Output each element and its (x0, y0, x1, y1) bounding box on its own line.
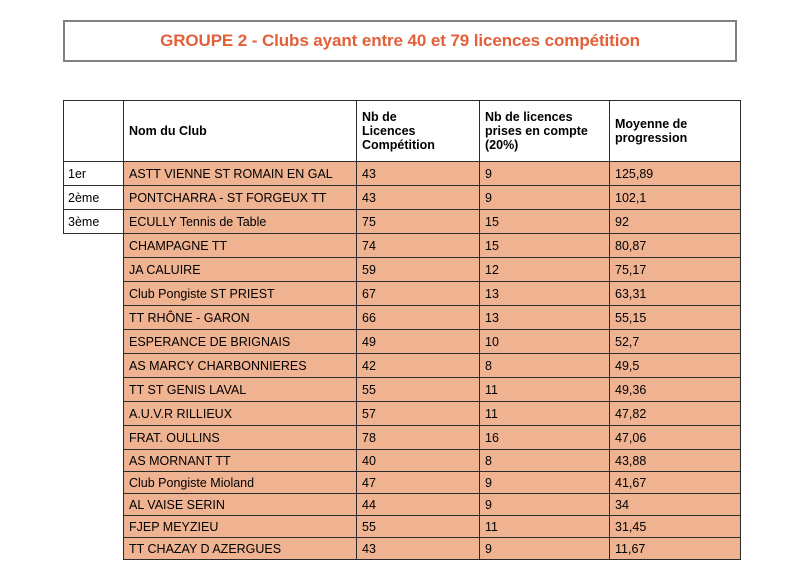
moyenne-progression-cell: 47,06 (610, 426, 741, 450)
licences-prises-en-compte-cell: 9 (480, 494, 610, 516)
rank-cell-empty (64, 450, 124, 472)
licences-prises-en-compte-cell: 11 (480, 378, 610, 402)
licences-competition-cell: 66 (357, 306, 480, 330)
table-row (64, 516, 741, 538)
licences-competition-cell: 78 (357, 426, 480, 450)
licences-prises-en-compte-cell: 8 (480, 354, 610, 378)
page-title: GROUPE 2 - Clubs ayant entre 40 et 79 licences compétition (160, 31, 640, 50)
rank-cell-empty (64, 426, 124, 450)
table-row (64, 402, 741, 426)
licences-prises-en-compte-cell: 9 (480, 186, 610, 210)
rank-cell-empty (64, 306, 124, 330)
club-name-cell: CHAMPAGNE TT (124, 234, 357, 258)
column-header-moyenne-line2: progression (615, 131, 688, 145)
licences-prises-en-compte-cell: 13 (480, 306, 610, 330)
licences-competition-cell: 75 (357, 210, 480, 234)
club-name-cell: FRAT. OULLINS (124, 426, 357, 450)
club-name-cell: TT CHAZAY D AZERGUES (124, 538, 357, 560)
rank-cell-empty (64, 282, 124, 306)
moyenne-progression-cell: 49,5 (610, 354, 741, 378)
column-header-licences-line3: Compétition (362, 138, 435, 152)
licences-competition-cell: 55 (357, 378, 480, 402)
table-row (64, 258, 741, 282)
licences-competition-cell: 47 (357, 472, 480, 494)
moyenne-progression-cell: 11,67 (610, 538, 741, 560)
table-row (64, 378, 741, 402)
licences-competition-cell: 43 (357, 538, 480, 560)
rank-cell-empty (64, 472, 124, 494)
column-header-moyenne-line1: Moyenne de (615, 117, 688, 131)
licences-prises-en-compte-cell: 11 (480, 516, 610, 538)
licences-competition-cell: 74 (357, 234, 480, 258)
rank-cell-empty (64, 234, 124, 258)
moyenne-progression-cell: 31,45 (610, 516, 741, 538)
licences-competition-cell: 44 (357, 494, 480, 516)
rank-cell-empty (64, 494, 124, 516)
licences-competition-cell: 43 (357, 186, 480, 210)
licences-prises-en-compte-cell: 12 (480, 258, 610, 282)
table-row (64, 450, 741, 472)
licences-competition-cell: 49 (357, 330, 480, 354)
column-header-rank (64, 101, 124, 162)
licences-prises-en-compte-cell: 11 (480, 402, 610, 426)
rank-cell: 3ème (64, 210, 124, 234)
licences-competition-cell: 42 (357, 354, 480, 378)
club-name-cell: A.U.V.R RILLIEUX (124, 402, 357, 426)
column-header-prises-en-compte (480, 101, 610, 162)
club-name-cell: ECULLY Tennis de Table (124, 210, 357, 234)
rank-cell-empty (64, 378, 124, 402)
club-name-cell: TT RHÔNE - GARON (124, 306, 357, 330)
table-row (64, 234, 741, 258)
rank-cell-empty (64, 258, 124, 282)
table-row (64, 330, 741, 354)
club-name-cell: JA CALUIRE (124, 258, 357, 282)
rank-cell-empty (64, 354, 124, 378)
club-name-cell: FJEP MEYZIEU (124, 516, 357, 538)
club-name-cell: PONTCHARRA - ST FORGEUX TT (124, 186, 357, 210)
table-row (64, 354, 741, 378)
licences-competition-cell: 67 (357, 282, 480, 306)
table-row (64, 186, 741, 210)
licences-prises-en-compte-cell: 9 (480, 472, 610, 494)
club-name-cell: AS MARCY CHARBONNIERES (124, 354, 357, 378)
licences-prises-en-compte-cell: 15 (480, 234, 610, 258)
club-name-cell: AS MORNANT TT (124, 450, 357, 472)
licences-competition-cell: 40 (357, 450, 480, 472)
column-header-club: Nom du Club (124, 101, 357, 162)
moyenne-progression-cell: 34 (610, 494, 741, 516)
moyenne-progression-cell: 41,67 (610, 472, 741, 494)
title-banner (63, 20, 737, 62)
moyenne-progression-cell: 102,1 (610, 186, 741, 210)
rank-cell-empty (64, 538, 124, 560)
table-row (64, 306, 741, 330)
rank-cell: 2ème (64, 186, 124, 210)
licences-prises-en-compte-cell: 8 (480, 450, 610, 472)
club-name-cell: Club Pongiste ST PRIEST (124, 282, 357, 306)
moyenne-progression-cell: 92 (610, 210, 741, 234)
rank-cell: 1er (64, 162, 124, 186)
moyenne-progression-cell: 75,17 (610, 258, 741, 282)
licences-competition-cell: 55 (357, 516, 480, 538)
licences-prises-en-compte-cell: 10 (480, 330, 610, 354)
club-name-cell: ESPERANCE DE BRIGNAIS (124, 330, 357, 354)
licences-prises-en-compte-cell: 9 (480, 538, 610, 560)
licences-competition-cell: 43 (357, 162, 480, 186)
column-header-prises-line1: Nb de licences (485, 110, 573, 124)
table-row (64, 494, 741, 516)
licences-prises-en-compte-cell: 13 (480, 282, 610, 306)
column-header-licences-line2: Licences (362, 124, 416, 138)
licences-competition-cell: 57 (357, 402, 480, 426)
table-row (64, 538, 741, 560)
moyenne-progression-cell: 80,87 (610, 234, 741, 258)
moyenne-progression-cell: 125,89 (610, 162, 741, 186)
moyenne-progression-cell: 49,36 (610, 378, 741, 402)
club-name-cell: TT ST GENIS LAVAL (124, 378, 357, 402)
moyenne-progression-cell: 47,82 (610, 402, 741, 426)
club-name-cell: Club Pongiste Mioland (124, 472, 357, 494)
licences-prises-en-compte-cell: 15 (480, 210, 610, 234)
moyenne-progression-cell: 55,15 (610, 306, 741, 330)
moyenne-progression-cell: 43,88 (610, 450, 741, 472)
club-name-cell: ASTT VIENNE ST ROMAIN EN GAL (124, 162, 357, 186)
rank-cell-empty (64, 516, 124, 538)
table-row (64, 162, 741, 186)
licences-prises-en-compte-cell: 9 (480, 162, 610, 186)
table-row (64, 210, 741, 234)
moyenne-progression-cell: 52,7 (610, 330, 741, 354)
table-row (64, 426, 741, 450)
licences-prises-en-compte-cell: 16 (480, 426, 610, 450)
table-header-row (64, 101, 741, 162)
rank-cell-empty (64, 330, 124, 354)
moyenne-progression-cell: 63,31 (610, 282, 741, 306)
column-header-licences (357, 101, 480, 162)
column-header-prises-line3: (20%) (485, 138, 519, 152)
column-header-licences-line1: Nb de (362, 110, 397, 124)
ranking-table (63, 100, 741, 560)
ranking-table-container (63, 100, 740, 560)
column-header-prises-line2: prises en compte (485, 124, 588, 138)
column-header-moyenne-progression (610, 101, 741, 162)
table-row (64, 282, 741, 306)
licences-competition-cell: 59 (357, 258, 480, 282)
rank-cell-empty (64, 402, 124, 426)
table-row (64, 472, 741, 494)
table-body (64, 162, 741, 560)
club-name-cell: AL VAISE SERIN (124, 494, 357, 516)
